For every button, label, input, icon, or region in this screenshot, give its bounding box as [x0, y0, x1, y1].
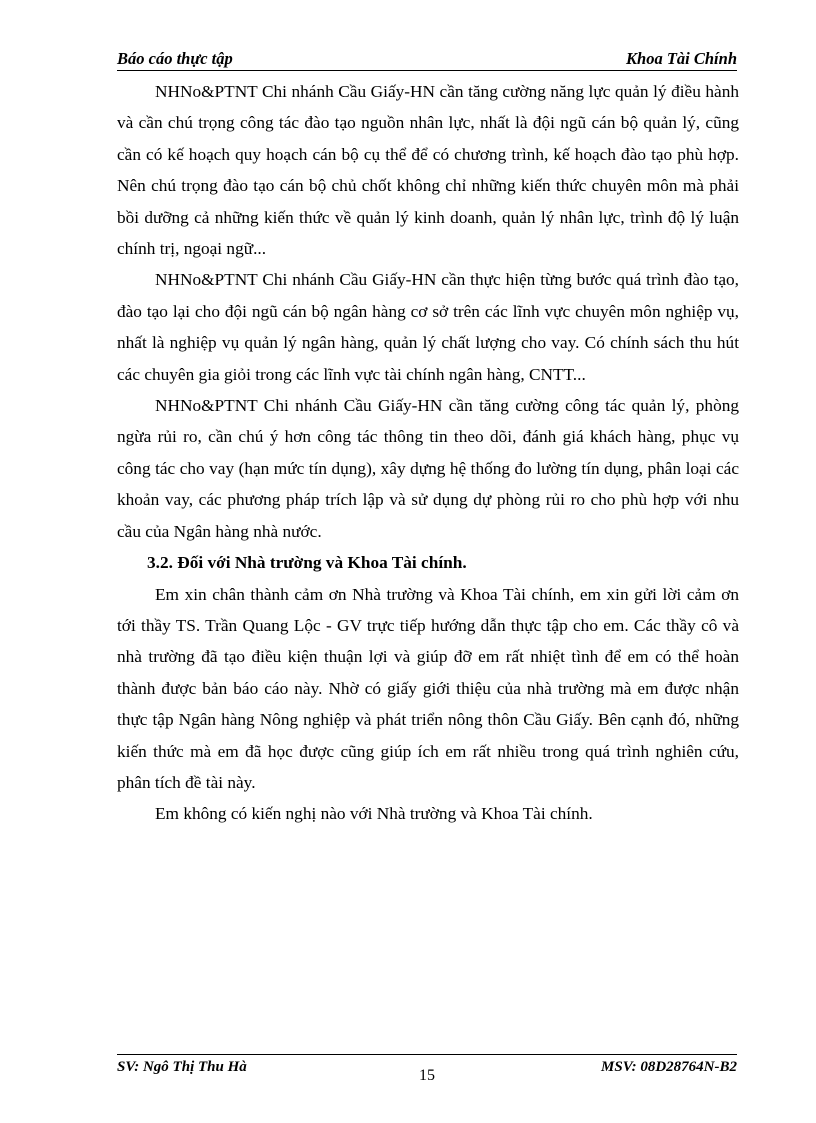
section-heading: 3.2. Đối với Nhà trường và Khoa Tài chính. [147, 553, 467, 573]
paragraph: Em xin chân thành cảm ơn Nhà trường và Khoa Tài chính, em xin gửi lời cảm ơn tới thầy TS. Trần Quang Lộc - GV trực tiếp hướng dẫn thực tập cho em. Các thầy cô và nhà trường đã tạo điều kiện thuận lợi và giúp đỡ em rất nhiệt tình để em có thể hoàn thành được bản báo cáo này. Nhờ có giấy giới thiệu của nhà trường mà em được nhận thực tập Ngân hàng Nông nghiệp và phát triển nông thôn Cầu Giấy. Bên cạnh đó, những kiến thức mà em đã học được cũng giúp ích em rất nhiều trong quá trình nghiên cứu, phân tích đề tài này. [117, 584, 739, 792]
paragraph: NHNo&PTNT Chi nhánh Cầu Giấy-HN cần thực hiện từng bước quá trình đào tạo, đào tạo lại cho đội ngũ cán bộ ngân hàng cơ sở trên các lĩnh vực chuyên môn nghiệp vụ, nhất là nghiệp vụ quản lý ngân hàng, quản lý chất lượng cho vay. Có chính sách thu hút các chuyên gia giỏi trong các lĩnh vực tài chính ngân hàng, CNTT... [117, 270, 739, 384]
footer-student-name: SV: Ngô Thị Thu Hà [117, 1059, 247, 1075]
footer-divider [117, 1054, 737, 1055]
paragraph: NHNo&PTNT Chi nhánh Cầu Giấy-HN cần tăng cường năng lực quản lý điều hành và cần chú trọng công tác đào tạo nguồn nhân lực, nhất là đội ngũ cán bộ quản lý, cũng cần có kế hoạch quy hoạch cán bộ cụ thể để có chương trình, kế hoạch đào tạo phù hợp. Nên chú trọng đào tạo cán bộ chủ chốt không chỉ những kiến thức chuyên môn mà phải bồi dưỡng cả những kiến thức về quản lý kinh doanh, quản lý nhân lực, trình độ lý luận chính trị, ngoại ngữ... [117, 82, 739, 259]
page-number: 15 [419, 1067, 435, 1084]
header-divider [117, 70, 737, 71]
footer-student-id: MSV: 08D28764N-B2 [601, 1059, 737, 1075]
header-faculty: Khoa Tài Chính [626, 49, 737, 68]
page-footer [117, 1059, 737, 1089]
header-report-title: Báo cáo thực tập [117, 49, 233, 68]
paragraph: NHNo&PTNT Chi nhánh Cầu Giấy-HN cần tăng cường công tác quản lý, phòng ngừa rủi ro, cần chú ý hơn công tác thông tin theo dõi, đánh giá khách hàng, phục vụ công tác cho vay (hạn mức tín dụng), xây dựng hệ thống đo lường tín dụng, phân loại các khoản vay, các phương pháp trích lập và sử dụng dự phòng rủi ro cho phù hợp với nhu cầu của Ngân hàng nhà nước. [117, 396, 739, 541]
paragraph: Em không có kiến nghị nào với Nhà trường và Khoa Tài chính. [155, 804, 593, 824]
document-body [117, 76, 739, 830]
page-header [117, 49, 737, 69]
